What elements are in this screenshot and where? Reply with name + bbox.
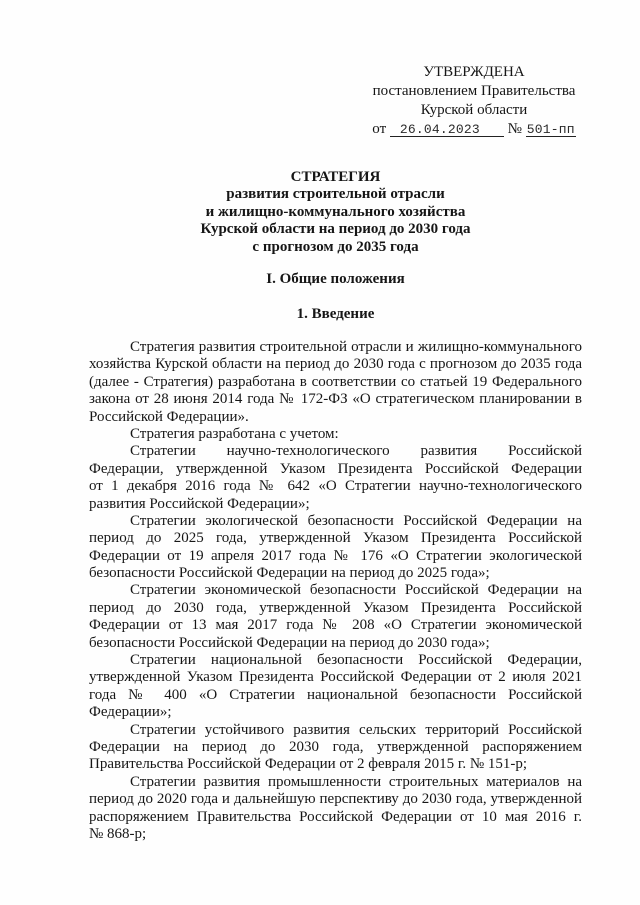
title-heading: СТРАТЕГИЯ [290,169,381,185]
number-sign: № [507,121,522,137]
text-line: Стратегия развития строительной отрасли и жилищно-коммунального [130,339,582,355]
text-line: Федерации, утвержденной Указом Президента Российской Федерации [89,460,582,477]
text-line: от 1 декабря 2016 года № 642 «О Стратегии научно-технологического [89,478,582,495]
paragraph [89,722,582,774]
text-line: хозяйства Курской области на период до 2030 года с прогнозом до 2035 года [89,356,582,373]
text-line: Стратегии развития промышленности строительных материалов на [130,773,582,790]
approval-date-row [356,120,592,139]
paragraph [89,339,582,426]
approval-line-2: Курской области [420,102,528,118]
text-line: Стратегии экологической безопасности Российской Федерации на [130,512,582,529]
text-line: Федерации от 13 мая 2017 года № 208 «О Стратегии экономической [89,617,582,634]
text-line: Федерации»; [89,704,172,721]
text-line: Стратегии национальной безопасности Российской Федерации, [130,652,582,669]
text-line: Правительства Российской Федерации от 2 февраля 2015 г. № 151-р; [89,756,528,773]
paragraph [89,652,582,722]
text-line: года № 400 «О Стратегии национальной безопасности Российской [89,686,582,703]
text-line: закона от 28 июня 2014 года № 172-ФЗ «О стратегическом планировании в [89,391,582,408]
text-line: Стратегии научно-технологического развития Российской [130,443,582,460]
approval-block [356,63,592,139]
title-line: с прогнозом до 2035 года [252,238,419,255]
paragraph [89,582,582,652]
subsection-heading: 1. Введение [296,306,375,322]
paragraph [89,774,582,844]
text-line: развития Российской Федерации»; [89,495,310,512]
section-heading: I. Общие положения [266,271,405,287]
paragraph [89,426,582,443]
title-line: развития строительной отрасли [226,186,445,203]
paragraph [89,443,582,513]
text-line: Стратегия разработана с учетом: [130,425,339,442]
title-line: и жилищно-коммунального хозяйства [205,203,466,220]
text-line: период до 2030 года, утвержденной Указом Президента Российской [89,599,582,616]
title-line: Курской области на период до 2030 года [200,221,471,238]
document-title [89,169,582,256]
approval-date: 26.04.2023 [390,122,504,137]
approval-line-1: постановлением Правительства [372,83,576,99]
text-line: безопасности Российской Федерации на период до 2030 года»; [89,634,490,651]
text-line: Федерации на период до 2030 года, утвержденной распоряжением [89,738,582,755]
text-line: безопасности Российской Федерации на период до 2025 года»; [89,565,490,582]
date-prefix: от [372,121,387,137]
text-line: № 868-р; [89,825,147,842]
text-line: утвержденной Указом Президента Российской Федерации от 2 июля 2021 [89,669,582,686]
approval-title: УТВЕРЖДЕНА [423,64,525,80]
text-line: Российской Федерации». [89,408,249,425]
text-line: период до 2025 года, утвержденной Указом Президента Российской [89,530,582,547]
text-line: распоряжением Правительства Российской Федерации от 10 мая 2016 г. [89,808,582,825]
text-line: период до 2020 года и дальнейшую перспективу до 2030 года, утвержденной [89,791,582,808]
approval-number: 501-пп [526,122,575,137]
text-line: Стратегии устойчивого развития сельских территорий Российской [130,721,582,738]
text-line: (далее - Стратегия) разработана в соответствии со статьей 19 Федерального [89,373,582,390]
document-body [89,339,582,843]
text-line: Федерации от 19 апреля 2017 года № 176 «О Стратегии экологической [89,547,582,564]
paragraph [89,513,582,583]
text-line: Стратегии экономической безопасности Российской Федерации на [130,582,582,599]
